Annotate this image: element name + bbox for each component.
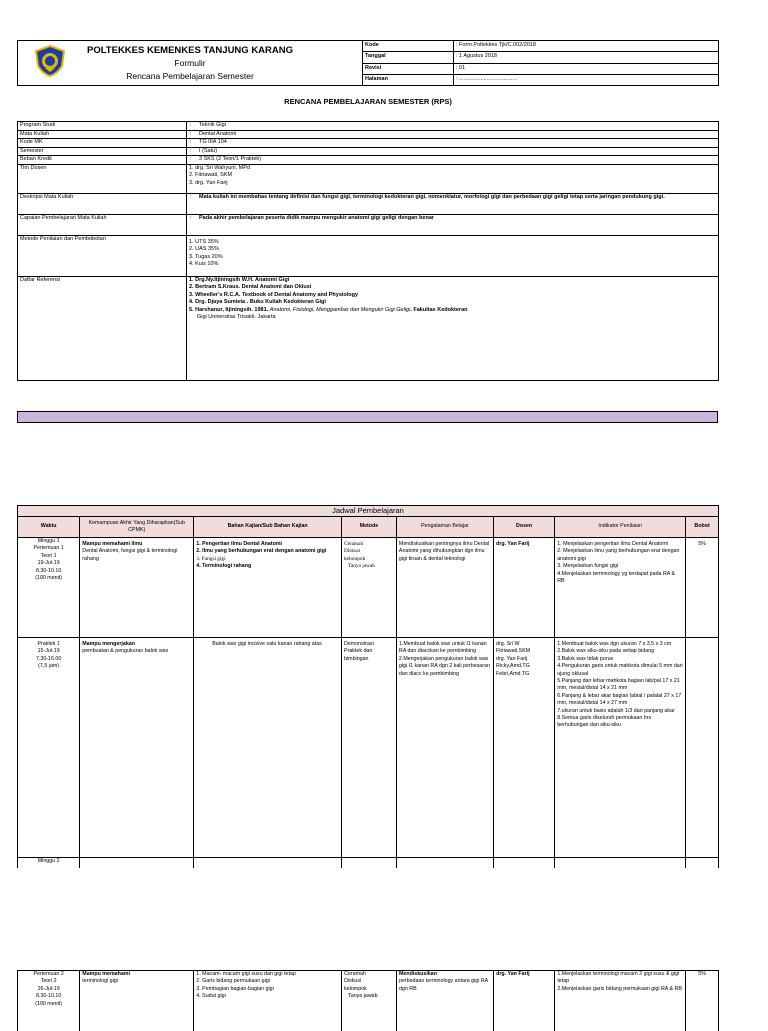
indikator-item: 1.Membuat balok wax dgn ukuran 7 x 3,5 x 3 cm bbox=[557, 641, 672, 647]
indikator-item: 2. Menjelaskan ilmu yang berhubungan erat dengan anatomi gigi bbox=[557, 548, 680, 562]
indikator-item: 5.Panjang dan lebar mahkota bagian lab/pal 17 x 21 mm, mesial/distal 14 x 21 mm bbox=[557, 678, 680, 692]
colon: : bbox=[187, 147, 198, 156]
metode-line: Ceramah bbox=[344, 971, 366, 977]
bahan-item: 3. Fungsi gigi bbox=[196, 555, 226, 562]
col-kemampuan: Kemampuan Akhir Yang Diharapkan(Sub CPMK) bbox=[80, 517, 194, 538]
bahan-item: 4. Terminologi rahang bbox=[196, 563, 252, 570]
dosen-name: drg. Sri W bbox=[496, 641, 520, 647]
metode-line: Tanya jawab bbox=[348, 993, 378, 1000]
schedule-row-teori-1 bbox=[18, 538, 719, 638]
metode-line: Demonstrasi bbox=[344, 641, 374, 647]
waktu-line: 8.30-10.10 bbox=[35, 567, 62, 574]
cell-empty bbox=[342, 858, 397, 868]
label-daftar-referensi: Daftar Referensi bbox=[18, 276, 187, 380]
metode-line: Praktek dan bbox=[344, 648, 373, 655]
metode-item: 4. Kuis 10% bbox=[189, 261, 219, 267]
col-dosen: Dosen bbox=[494, 517, 555, 538]
reference-item: 4. Drg. Djaya Sumieta . Buku Kuliah Kedokteran Gigi bbox=[189, 299, 326, 305]
indikator-item: 1. Menjelaskan pengertian ilmu Dental Anatomi bbox=[557, 541, 668, 547]
cell-bahan bbox=[194, 971, 342, 1031]
cell-empty bbox=[494, 858, 555, 868]
cell-kemampuan bbox=[80, 638, 194, 858]
pengalaman-text: Mendiskusikan pentingnya ilmu Dental Anatomi yang dihubungkan dgn ilmu gigi tiruan & dental teknologi bbox=[398, 541, 490, 562]
cell-metode bbox=[342, 971, 397, 1031]
label-program-studi: Program Studi bbox=[18, 122, 187, 131]
value-mata-kuliah: Dental Anatomi bbox=[197, 130, 719, 139]
bahan-text: Balok wax gigi incisive satu kanan rahang atas bbox=[212, 641, 322, 647]
metode-line: Diskusi bbox=[344, 978, 362, 985]
dosen-item: 1. drg. Sri Wahyuni, MPd bbox=[189, 164, 250, 171]
form-header bbox=[17, 40, 719, 86]
colon: : bbox=[187, 214, 198, 235]
col-pengalaman: Pengalaman Belajar bbox=[396, 517, 493, 538]
cell-bobot bbox=[686, 638, 719, 858]
institution-name: POLTEKKES KEMENKES TANJUNG KARANG bbox=[86, 44, 294, 56]
meta-value-halaman: : ...................................... bbox=[454, 74, 719, 85]
cell-bahan bbox=[194, 538, 342, 638]
metode-line: Ceramah bbox=[344, 541, 364, 547]
dosen-name: Fitriawati,SKM bbox=[496, 648, 531, 655]
bahan-item: 2. Ilmu yang berhubungan erat dengan anatomi gigi bbox=[196, 548, 327, 555]
label-tim-dosen: Tim Dosen bbox=[18, 164, 187, 193]
value-metode-penilaian bbox=[187, 235, 719, 276]
kemampuan-title: Mampu mengerjakan bbox=[82, 641, 135, 647]
section-divider-bar bbox=[17, 411, 718, 423]
schedule-header-row bbox=[18, 517, 719, 538]
indikator-item: 2.Balok wax siku-siku pada setiap bidang bbox=[557, 648, 655, 655]
metode-item: 3. Tugas 20% bbox=[189, 253, 223, 260]
bahan-item: 4. Sudut gigi bbox=[196, 993, 226, 1000]
cell-metode bbox=[342, 538, 397, 638]
col-bahan: Bahan Kajian/Sub Bahan Kajian bbox=[194, 517, 342, 538]
indikator-item: 4.Menjelaskan terminology yg terdapat pada RA & RB bbox=[557, 570, 676, 585]
dosen-name: Ricky,Amd.TG bbox=[496, 663, 530, 670]
metode-item: 2. UAS 35% bbox=[189, 246, 219, 252]
waktu-line: (100 menit) bbox=[35, 1000, 63, 1007]
cell-pengalaman bbox=[396, 638, 493, 858]
kemampuan-title: Mampu memahami bbox=[82, 971, 130, 977]
cell-pengalaman bbox=[396, 971, 493, 1031]
kemampuan-text: pembuatan & pengukuran balok wax bbox=[82, 648, 169, 655]
reference-item-continued: Gigi Universitas Trisakti. Jakarta bbox=[197, 314, 276, 320]
cell-waktu bbox=[18, 538, 80, 638]
waktu-line: (7,5 jam) bbox=[38, 663, 60, 670]
meta-label-halaman: Halaman bbox=[363, 74, 454, 85]
schedule-title: Jadwal Pembelajaran bbox=[18, 506, 719, 517]
value-capaian: Pada akhir pembelajaran peserta didik mampu mengukir anatomi gigi geligi dengan benar bbox=[197, 214, 719, 235]
bahan-item: 2. Garis bidang permukaan gigi bbox=[196, 978, 270, 985]
dosen-item: 2. Fitriawati, SKM bbox=[189, 172, 233, 178]
ref5-title: Anatomi, Fisiologi, Menggambar dan Mengukir Gigi Geligi bbox=[269, 306, 411, 313]
bahan-item: 3. Pembagian bagian-bagian gigi bbox=[196, 985, 274, 992]
reference-item bbox=[189, 307, 716, 315]
dosen-name: drg. Yan Farij bbox=[496, 541, 530, 547]
indikator-item: 8.Semua garis diseluruh permukaan hrs berhubungan dan siku-siku bbox=[557, 715, 652, 729]
cell-empty bbox=[686, 858, 719, 868]
waktu-line: 15-Jul-19 bbox=[37, 648, 60, 655]
row-program-studi bbox=[18, 122, 719, 131]
dosen-name: drg. Yan Farij bbox=[496, 655, 528, 662]
waktu-line: (100 menit) bbox=[35, 575, 63, 582]
indikator-item: 1.Menjelaskan terminologi macam 2 gigi susu & gigi tetap bbox=[557, 971, 680, 985]
colon: : bbox=[187, 193, 198, 214]
document-title: RENCANA PEMBELAJARAN SEMESTER (RPS) bbox=[284, 97, 452, 106]
waktu-line: Praktek 1 bbox=[37, 641, 60, 647]
dosen-item: 3. drg. Yan Farij bbox=[189, 179, 228, 186]
waktu-line: 26-Jul-19 bbox=[37, 985, 60, 992]
indikator-item: 7.ukuran untuk basis adalah 1/3 dari panjang akar bbox=[557, 707, 675, 714]
meta-value-tanggal: : 1 Agustus 2018 bbox=[454, 52, 719, 63]
value-deskripsi: Mata kuliah ini membahas tentang definisi dan fungsi gigi, terminologi kedokteran gigi, nomenklatur, morfologi gigi dan perbedaan gigi geligi tetap serta jaringan pendukung gigi. bbox=[197, 193, 719, 214]
metode-line: Diskusi bbox=[344, 548, 361, 555]
ref5-prefix: 5. Harshanur, Itjiningsih. 1981. bbox=[189, 306, 269, 313]
cell-indikator bbox=[555, 638, 686, 858]
bobot-value: 5% bbox=[698, 541, 706, 547]
meta-label-revisi: Revisi bbox=[363, 63, 454, 74]
indikator-item: 6.Panjang & lebar akar bagian labial / palatal 27 x 17 mm, mesial/distal 14 x 27 mm bbox=[557, 692, 682, 707]
col-bobot: Bobot bbox=[686, 517, 719, 538]
kemampuan-title: Mampu memahami ilmu bbox=[82, 541, 143, 547]
waktu-line: 8.30-10.10 bbox=[35, 993, 62, 1000]
cell-kemampuan bbox=[80, 971, 194, 1031]
meta-label-tanggal: Tanggal bbox=[363, 52, 454, 63]
value-kode-mk: TG IIIA 104 bbox=[197, 139, 719, 148]
dosen-name: Febri,Amd.TG bbox=[496, 670, 530, 677]
col-metode: Metode bbox=[342, 517, 397, 538]
kemampuan-text: terminologi gigi bbox=[82, 978, 118, 985]
pengalaman-text: perbedaan terminology antara gigi RA dgn RB bbox=[398, 978, 488, 992]
waktu-line: 19-Jul-19 bbox=[37, 560, 60, 567]
pengalaman-title: Mendiskusikan bbox=[398, 971, 437, 977]
pengalaman-item: 2.Mengerjakan pengukuran balok wax gigi I1 kanan RA dgn 2 kali perbesaran dan diacc ke pembimbing bbox=[398, 655, 490, 677]
colon: : bbox=[187, 156, 198, 165]
cell-kemampuan bbox=[80, 538, 194, 638]
bahan-item: 1. Macam- macam gigi susu dan gigi tetap bbox=[196, 971, 296, 977]
cell-bahan bbox=[194, 638, 342, 858]
value-beban-kredit: 3 SKS (2 Teori/1 Praktek) bbox=[197, 156, 719, 165]
label-deskripsi: Deskripsi Mata Kuliah bbox=[18, 193, 187, 214]
metode-line: kelompok bbox=[344, 985, 367, 992]
meta-value-kode: : Form.Poltekkes Tjk/C.002/2018 bbox=[454, 41, 719, 52]
form-label: Formulir bbox=[174, 57, 206, 68]
col-indikator: Indikator Penilaian bbox=[555, 517, 686, 538]
cell-empty bbox=[555, 858, 686, 868]
reference-item: 2. Bertram S.Kraus. Dental Anatomi dan Oklusi bbox=[189, 284, 312, 290]
schedule-row-minggu-2 bbox=[18, 858, 719, 868]
indikator-item: 3.Balok wax tidak porus bbox=[557, 655, 614, 662]
cell-dosen: drg. Yan Farij bbox=[494, 971, 555, 1031]
cell-waktu: Minggu 2 bbox=[18, 858, 80, 868]
metode-line: Tanya jawab bbox=[348, 563, 375, 570]
metode-item: 1. UTS 35% bbox=[189, 238, 219, 245]
value-semester: I (Satu) bbox=[197, 147, 719, 156]
colon: : bbox=[187, 139, 198, 148]
value-daftar-referensi bbox=[187, 276, 719, 380]
ref5-suffix: . Fakultas Kedokteran bbox=[410, 306, 468, 313]
cell-indikator bbox=[555, 971, 686, 1031]
schedule-table-continued bbox=[17, 970, 719, 1031]
cell-pengalaman bbox=[396, 538, 493, 638]
meta-label-kode: Kode bbox=[363, 41, 454, 52]
reference-item: 3. Wheeller's R.C.A. Textbook of Dental Anatomy and Physiology bbox=[189, 291, 359, 298]
label-beban-kredit: Beban Kredit bbox=[18, 156, 187, 165]
cell-bobot bbox=[686, 538, 719, 638]
pengalaman-item: 1.Membuat balok wax untuk I1 kanan RA dan diacckan ke pembimbing bbox=[398, 641, 487, 655]
label-semester: Semester bbox=[18, 147, 187, 156]
bahan-item: 1. Pengertian ilmu Dental Anatomi bbox=[196, 541, 283, 547]
waktu-line: Minggu 1 bbox=[37, 538, 60, 544]
meta-value-revisi: : 01 bbox=[454, 63, 719, 74]
colon: : bbox=[187, 130, 198, 139]
schedule-table bbox=[17, 505, 719, 868]
label-mata-kuliah: Mata Kuliah bbox=[18, 130, 187, 139]
value-tim-dosen bbox=[187, 164, 719, 193]
kemampuan-text: Dental Anatomi, fungsi gigi & terminologi rahang bbox=[82, 548, 178, 562]
cell-waktu bbox=[18, 638, 80, 858]
metode-line: bimbingan bbox=[344, 655, 369, 662]
cell-metode bbox=[342, 638, 397, 858]
waktu-line: Pertemuan 1 bbox=[33, 545, 64, 552]
label-kode-mk: Kode MK bbox=[18, 139, 187, 148]
form-title: Rencana Pembelajaran Semester bbox=[126, 70, 254, 81]
waktu-line: 7.30-16.00 bbox=[35, 655, 62, 662]
label-capaian: Capaian Pembelajaran Mata Kuliah bbox=[18, 214, 187, 235]
cell-dosen bbox=[494, 638, 555, 858]
reference-item: 1. Drg.Ny.Itjiningsih W.H. Anatomi Gigi bbox=[189, 276, 290, 283]
col-waktu: Waktu bbox=[18, 517, 80, 538]
label-metode-penilaian: Metode Penilaian dan Pembobotan bbox=[18, 235, 187, 276]
waktu-line: Teori 1 bbox=[40, 552, 57, 559]
colon: : bbox=[187, 122, 198, 131]
value-program-studi: Teknik Gigi bbox=[197, 122, 719, 131]
waktu-line: Pertemuan 2 bbox=[33, 971, 64, 977]
cell-empty bbox=[80, 858, 194, 868]
indikator-item: 3. Menjelaskan fungsi gigi bbox=[557, 563, 619, 570]
schedule-row-praktek-1 bbox=[18, 638, 719, 858]
metode-line: kelompok bbox=[344, 555, 366, 562]
cell-empty bbox=[194, 858, 342, 868]
course-info-table bbox=[17, 121, 719, 381]
indikator-item: 4.Pengukuran garis untuk mahkota dimulai 5 mm dari ujung oklusal bbox=[557, 663, 683, 677]
cell-empty bbox=[396, 858, 493, 868]
schedule-row-teori-2 bbox=[18, 971, 719, 1031]
cell-waktu bbox=[18, 971, 80, 1031]
indikator-item: 2.Menjelaskan garis bidang permukaan gigi RA & RB bbox=[557, 985, 682, 992]
cell-indikator bbox=[555, 538, 686, 638]
waktu-line: Teori 2 bbox=[40, 978, 57, 985]
cell-bobot: 5% bbox=[686, 971, 719, 1031]
cell-dosen bbox=[494, 538, 555, 638]
